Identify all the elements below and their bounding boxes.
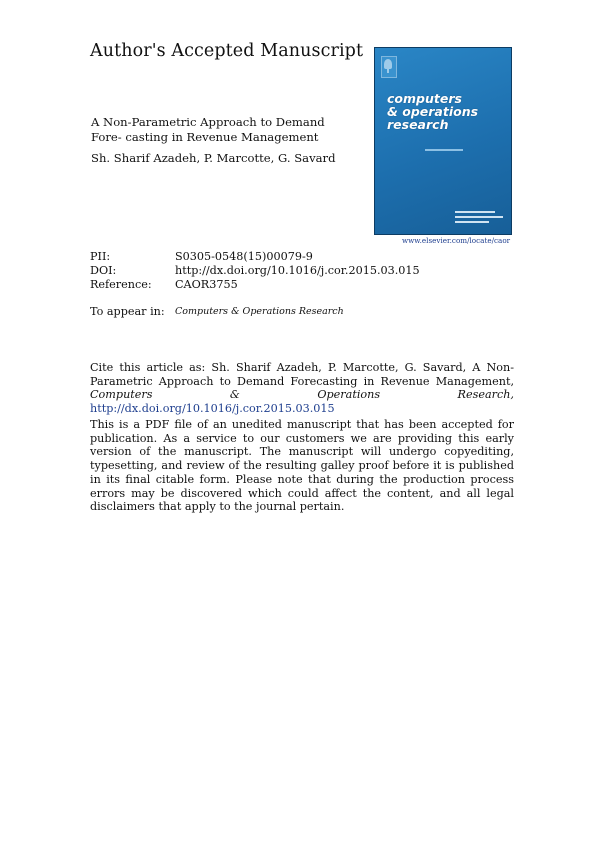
citation-journal: Computers & Operations Research, [90, 388, 514, 402]
appear-value: Computers & Operations Research [175, 306, 344, 317]
tree-trunk-shape [387, 69, 389, 73]
article-authors: Sh. Sharif Azadeh, P. Marcotte, G. Savard [91, 151, 336, 165]
disclaimer-paragraph: This is a PDF file of an unedited manuscript that has been accepted for publication. As a service to our customers we are providing this early version of the manuscript. The manuscript will undergo copyediting, typesetting, and review of the resulting galley proof before it is published in its final citable form. Please note that during the production process errors may be discovered which could affect the content, and all legal disclaimers that apply to the journal pertain. [90, 418, 514, 514]
reference-label: Reference: [90, 278, 152, 291]
cover-subtitle-mark [425, 149, 463, 151]
journal-website-link[interactable]: www.elsevier.com/locate/caor [402, 236, 511, 245]
cover-title-line-2: & operations [387, 104, 479, 119]
doi-value[interactable]: http://dx.doi.org/10.1016/j.cor.2015.03.015 [175, 264, 420, 277]
reference-value: CAOR3755 [175, 278, 238, 291]
citation-doi-link[interactable]: http://dx.doi.org/10.1016/j.cor.2015.03.015 [90, 402, 335, 416]
journal-cover [374, 47, 512, 235]
cover-title-line-3: research [387, 117, 449, 132]
pii-value: S0305-0548(15)00079-9 [175, 250, 313, 263]
citation-text: Cite this article as: Sh. Sharif Azadeh, P. Marcotte, G. Savard, A Non-Parametric Approach to Demand Forecasting in Revenue Management, [90, 361, 514, 388]
page-heading: Author's Accepted Manuscript [90, 41, 364, 61]
cover-journal-title [387, 92, 509, 131]
doi-label: DOI: [90, 264, 117, 277]
cover-title-line-1: computers [387, 91, 462, 106]
article-title: A Non-Parametric Approach to Demand Fore- casting in Revenue Management [91, 115, 325, 144]
citation-paragraph [90, 361, 514, 416]
pii-label: PII: [90, 250, 111, 263]
appear-label: To appear in: [90, 305, 165, 318]
cover-publisher-mark [455, 211, 503, 227]
tree-crown-shape [384, 59, 392, 69]
